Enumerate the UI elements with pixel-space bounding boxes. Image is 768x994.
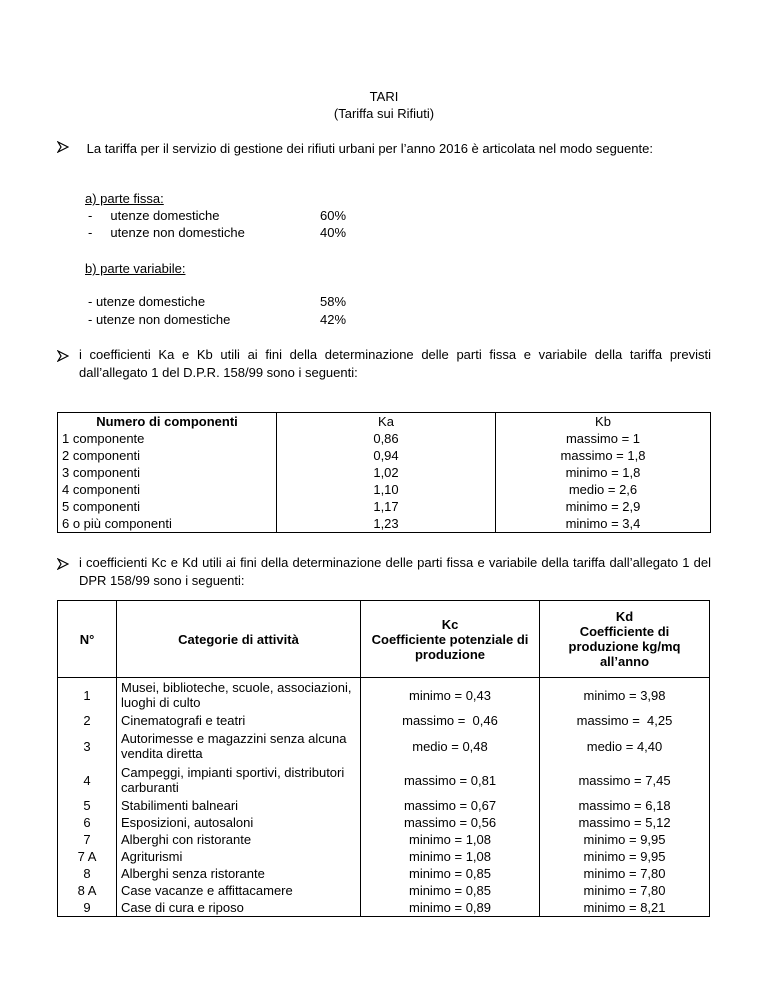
parte-fissa-value-2: 40% — [320, 225, 347, 240]
table1-cell: massimo = 1 — [496, 430, 711, 447]
table2-cell: 9 — [58, 899, 117, 917]
arrow-bullet-icon — [57, 141, 69, 153]
intro-text: La tariffa per il servizio di gestione dei rifiuti urbani per l’anno 2016 è articolata nel modo seguente: — [86, 141, 653, 156]
table1-cell: 6 o più componenti — [58, 515, 277, 533]
table-row — [58, 899, 710, 917]
table-row — [58, 882, 710, 899]
table2-cell: medio = 4,40 — [540, 729, 710, 763]
table1-cell: minimo = 3,4 — [496, 515, 711, 533]
table2-cell: Alberghi con ristorante — [117, 831, 361, 848]
table1-cell: minimo = 1,8 — [496, 464, 711, 481]
table-row — [58, 464, 711, 481]
table2-header-number: N° — [58, 601, 117, 678]
table2-cell: minimo = 9,95 — [540, 831, 710, 848]
table1-header-kb: Kb — [496, 413, 711, 431]
arrow-bullet-icon — [57, 558, 69, 570]
table2-cell: minimo = 3,98 — [540, 678, 710, 713]
table1-cell: 1 componente — [58, 430, 277, 447]
table2-cell: Alberghi senza ristorante — [117, 865, 361, 882]
table-row — [58, 712, 710, 729]
table2-cell: minimo = 7,80 — [540, 865, 710, 882]
parte-variabile-label: b) parte variabile: — [85, 261, 186, 276]
table2-cell: Agriturismi — [117, 848, 361, 865]
intro-paragraph — [57, 140, 711, 158]
table1-cell: 2 componenti — [58, 447, 277, 464]
table2-cell: Stabilimenti balneari — [117, 797, 361, 814]
ka-kb-table — [57, 412, 711, 533]
table-row — [58, 831, 710, 848]
table2-cell: 7 A — [58, 848, 117, 865]
parte-variabile-value-2: 42% — [320, 312, 347, 327]
table2-cell: minimo = 0,89 — [361, 899, 540, 917]
table1-header-components: Numero di componenti — [58, 413, 277, 431]
table1-cell: 1,10 — [277, 481, 496, 498]
table-row — [58, 678, 710, 713]
table2-cell: minimo = 7,80 — [540, 882, 710, 899]
table1-cell: 0,86 — [277, 430, 496, 447]
table-row — [58, 848, 710, 865]
table1-cell: 4 componenti — [58, 481, 277, 498]
table2-cell: minimo = 9,95 — [540, 848, 710, 865]
table1-cell: minimo = 2,9 — [496, 498, 711, 515]
parte-fissa-item-1: - utenze domestiche — [88, 208, 220, 223]
table2-cell: Case vacanze e affittacamere — [117, 882, 361, 899]
table2-cell: minimo = 0,43 — [361, 678, 540, 713]
table-row — [58, 763, 710, 797]
table2-cell: massimo = 0,67 — [361, 797, 540, 814]
table2-cell: massimo = 6,18 — [540, 797, 710, 814]
table-row — [58, 814, 710, 831]
table2-cell: massimo = 4,25 — [540, 712, 710, 729]
table2-cell: massimo = 5,12 — [540, 814, 710, 831]
table2-cell: massimo = 0,81 — [361, 763, 540, 797]
doc-subtitle: (Tariffa sui Rifiuti) — [333, 106, 435, 121]
table2-cell: 7 — [58, 831, 117, 848]
table2-cell: Case di cura e riposo — [117, 899, 361, 917]
table2-header-kc: Kc Coefficiente potenziale di produzione — [361, 601, 540, 678]
table2-cell: 8 — [58, 865, 117, 882]
table1-cell: 1,23 — [277, 515, 496, 533]
table2-cell: 5 — [58, 797, 117, 814]
table2-cell: Musei, biblioteche, scuole, associazioni, luoghi di culto — [117, 678, 361, 713]
doc-title: TARI — [369, 89, 399, 104]
table-row — [58, 729, 710, 763]
table2-cell: medio = 0,48 — [361, 729, 540, 763]
table2-cell: Esposizioni, autosaloni — [117, 814, 361, 831]
table2-cell: minimo = 8,21 — [540, 899, 710, 917]
table1-header-ka: Ka — [277, 413, 496, 431]
parte-fissa-value-1: 60% — [320, 208, 347, 223]
parte-fissa-label: a) parte fissa: — [85, 191, 164, 206]
table1-cell: 1,02 — [277, 464, 496, 481]
table2-cell: massimo = 0,56 — [361, 814, 540, 831]
table2-cell: minimo = 1,08 — [361, 848, 540, 865]
table1-cell: 5 componenti — [58, 498, 277, 515]
parte-variabile-value-1: 58% — [320, 294, 347, 309]
table1-cell: 3 componenti — [58, 464, 277, 481]
table2-cell: 4 — [58, 763, 117, 797]
table2-cell: Campeggi, impianti sportivi, distributori carburanti — [117, 763, 361, 797]
table-row — [58, 447, 711, 464]
table2-cell: minimo = 1,08 — [361, 831, 540, 848]
table2-cell: massimo = 7,45 — [540, 763, 710, 797]
table2-cell: 8 A — [58, 882, 117, 899]
table-row — [58, 865, 710, 882]
table2-cell: 3 — [58, 729, 117, 763]
bullet-kc-kd-text: i coefficienti Kc e Kd utili ai fini della determinazione delle parti fissa e variabile della tariffa dall’allegato 1 del DPR 158/99 sono i seguenti: — [79, 555, 711, 588]
table-row — [58, 430, 711, 447]
kc-kd-table — [57, 600, 710, 917]
table2-cell: minimo = 0,85 — [361, 865, 540, 882]
table2-cell: massimo = 0,46 — [361, 712, 540, 729]
arrow-bullet-icon — [57, 350, 69, 362]
parte-variabile-item-2: - utenze non domestiche — [88, 312, 231, 327]
parte-fissa-item-2: - utenze non domestiche — [88, 225, 245, 240]
table2-cell: minimo = 0,85 — [361, 882, 540, 899]
table1-cell: 0,94 — [277, 447, 496, 464]
bullet-ka-kb-text: i coefficienti Ka e Kb utili ai fini della determinazione delle parti fissa e variabile della tariffa previsti dall’allegato 1 del D.P.R. 158/99 sono i seguenti: — [79, 347, 711, 380]
table2-cell: 6 — [58, 814, 117, 831]
table2-cell: Autorimesse e magazzini senza alcuna vendita diretta — [117, 729, 361, 763]
table-row — [58, 797, 710, 814]
table-row — [58, 515, 711, 533]
table-row — [58, 481, 711, 498]
table2-cell: 2 — [58, 712, 117, 729]
table2-header-category: Categorie di attività — [117, 601, 361, 678]
table1-cell: medio = 2,6 — [496, 481, 711, 498]
parte-variabile-item-1: - utenze domestiche — [88, 294, 206, 309]
table2-cell: 1 — [58, 678, 117, 713]
table1-cell: massimo = 1,8 — [496, 447, 711, 464]
table2-cell: Cinematografi e teatri — [117, 712, 361, 729]
table1-cell: 1,17 — [277, 498, 496, 515]
table2-header-kd: Kd Coefficiente di produzione kg/mq all’anno — [540, 601, 710, 678]
table-row — [58, 498, 711, 515]
